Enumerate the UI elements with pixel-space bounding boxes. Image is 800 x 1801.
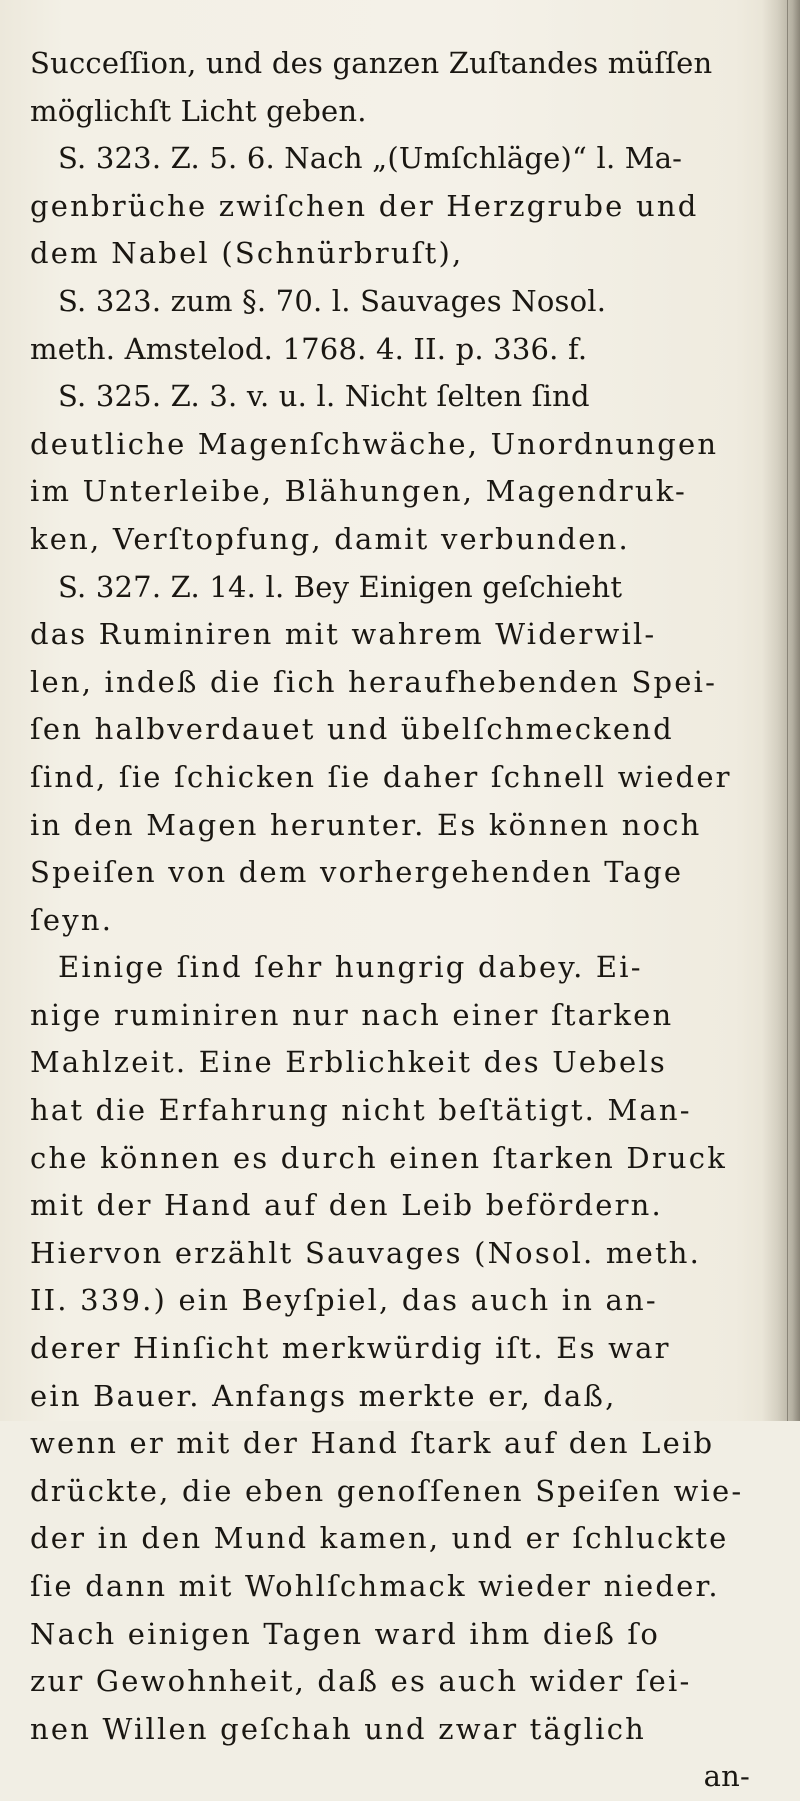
body-text xyxy=(30,40,760,1801)
text-line: S. 323. zum §. 70. l. Sauvages Nosol. xyxy=(58,283,607,318)
text-line: che können es durch einen ſtarken Druck xyxy=(30,1140,727,1175)
text-line: ſind, ſie ſchicken ſie daher ſchnell wieder xyxy=(30,759,732,794)
text-line: im Unterleibe, Blähungen, Magendruk- xyxy=(30,474,687,509)
text-line: ſie dann mit Wohlſchmack wieder nieder. xyxy=(30,1569,720,1603)
text-line: Nach einigen Tagen ward ihm dieß ſo xyxy=(30,1616,661,1651)
text-line: mit der Hand auf den Leib befördern. xyxy=(30,1188,663,1223)
page-edge-line xyxy=(787,0,788,1421)
text-line: möglichſt Licht geben. xyxy=(30,93,367,128)
text-line: S. 323. Z. 5. 6. Nach „(Umſchläge)“ l. Ma- xyxy=(58,141,683,176)
text-line: nen Willen geſchah und zwar täglich xyxy=(30,1711,647,1746)
text-line: ſen halbverdauet und übelſchmeckend xyxy=(30,712,674,747)
text-line: wenn er mit der Hand ſtark auf den Leib xyxy=(30,1426,715,1461)
text-line: S. 327. Z. 14. l. Bey Einigen geſchieht xyxy=(58,569,623,604)
text-line: in den Magen herunter. Es können noch xyxy=(30,807,702,842)
text-line: Speiſen von dem vorhergehenden Tage xyxy=(30,855,684,890)
text-line: drückte, die eben genoſſenen Speiſen wie- xyxy=(30,1473,744,1508)
text-line: deutliche Magenſchwäche, Unordnungen xyxy=(30,426,719,461)
text-line: Einige ſind ſehr hungrig dabey. Ei- xyxy=(58,950,643,985)
text-line: derer Hinſicht merkwürdig iſt. Es war xyxy=(30,1331,671,1366)
text-line: der in den Mund kamen, und er ſchluckte xyxy=(30,1521,729,1556)
text-line: ein Bauer. Anfangs merkte er, daß, xyxy=(30,1378,617,1413)
text-line: dem Nabel (Schnürbruſt), xyxy=(30,236,464,271)
text-line: hat die Erfahrung nicht beſtätigt. Man- xyxy=(30,1093,692,1128)
text-line: Hiervon erzählt Sauvages (Nosol. meth. xyxy=(30,1235,702,1270)
text-line: Succeſſion, und des ganzen Zuſtandes müſſen xyxy=(30,46,713,80)
text-line: zur Gewohnheit, daß es auch wider ſei- xyxy=(30,1664,692,1699)
text-line: ſeyn. xyxy=(30,902,114,937)
text-line: meth. Amstelod. 1768. 4. II. p. 336. f. xyxy=(30,331,588,366)
text-line: S. 325. Z. 3. v. u. l. Nicht ſelten ſind xyxy=(58,379,590,414)
page-edge-shadow xyxy=(762,0,800,1421)
text-line: genbrüche zwiſchen der Herzgrube und xyxy=(30,188,699,223)
text-line: das Ruminiren mit wahrem Widerwil- xyxy=(30,617,657,652)
text-line: II. 339.) ein Beyſpiel, das auch in an- xyxy=(30,1283,658,1318)
text-line: len, indeß die ſich heraufhebenden Spei- xyxy=(30,664,718,699)
text-line: Mahlzeit. Eine Erblichkeit des Uebels xyxy=(30,1045,667,1080)
catchword: an- xyxy=(703,1759,750,1794)
text-line: nige ruminiren nur nach einer ſtarken xyxy=(30,997,674,1032)
text-line: ken, Verſtopfung, damit verbunden. xyxy=(30,521,630,556)
